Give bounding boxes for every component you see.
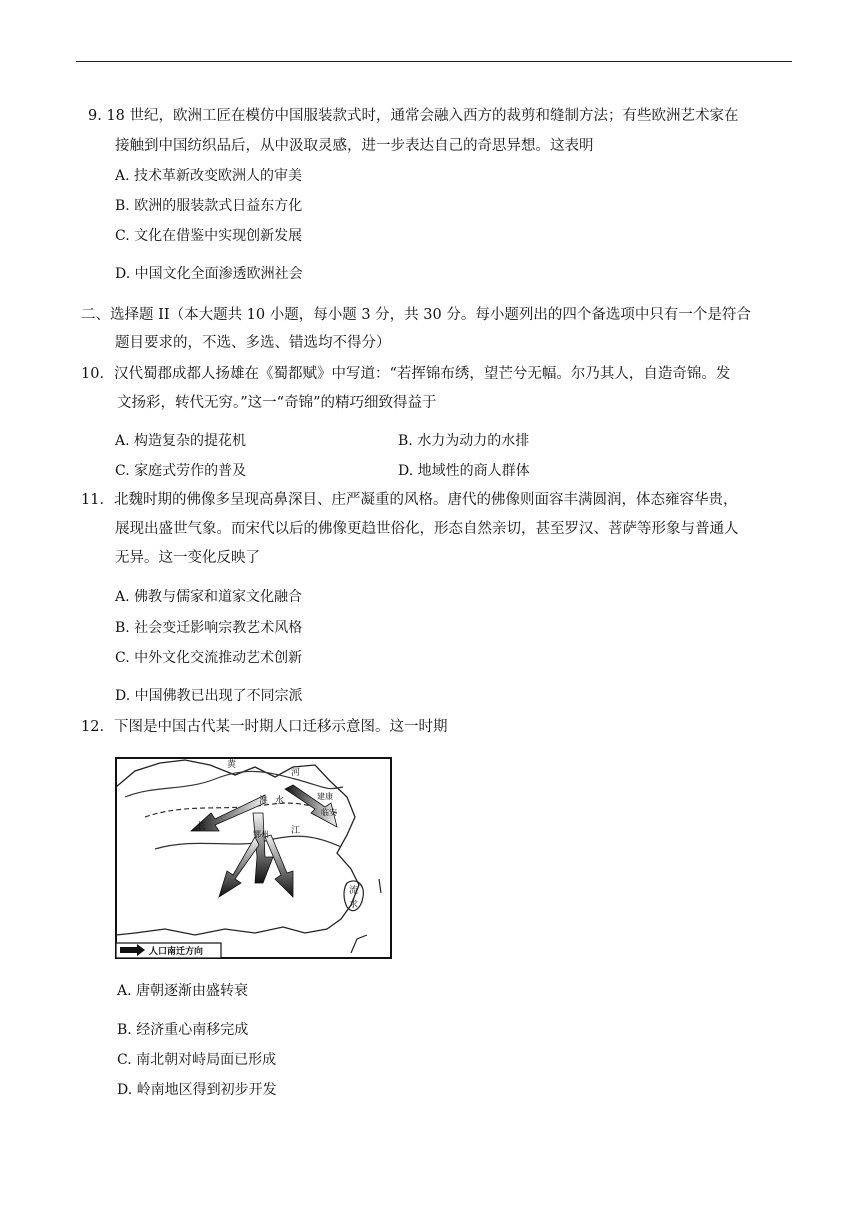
q12-option-a: A. 唐朝逐渐由盛转衰: [117, 983, 249, 999]
q11-stem-line2: 展现出盛世气象。而宋代以后的佛像更趋世俗化，形态自然亲切，甚至罗汉、菩萨等形象与普通人: [115, 521, 739, 537]
map-label-ezhou: 鄂州: [253, 830, 269, 839]
q9-stem-line2: 接触到中国纺织品后，从中汲取灵感，进一步表达自己的奇思异想。这表明: [115, 138, 594, 154]
map-label-chang: 长: [197, 822, 207, 832]
q11-option-d: D. 中国佛教已出现了不同宗派: [115, 688, 303, 704]
section2-heading-line1: 二、选择题 II（本大题共 10 小题，每小题 3 分，共 30 分。每小题列出的四个备选项中只有一个是符合: [81, 307, 751, 323]
map-label-jiankang: 建康: [317, 792, 333, 801]
q10-option-b: B. 水力为动力的水排: [398, 433, 530, 449]
q10-stem-line1: 10．汉代蜀郡成都人扬雄在《蜀都赋》中写道：“若挥锦布绣，望芒兮无幅。尔乃其人，自造奇锦。发: [81, 366, 731, 382]
q12-option-d: D. 岭南地区得到初步开发: [117, 1082, 277, 1098]
q9-option-b: B. 欧洲的服装款式日益东方化: [115, 198, 303, 214]
map-label-linan: 临安: [321, 808, 337, 817]
population-migration-map: [115, 757, 392, 959]
map-label-jiang: 江: [291, 826, 301, 836]
q11-stem-line3: 无异。这一变化反映了: [115, 550, 260, 566]
header-rule: [76, 61, 792, 62]
q9-stem-line1: 9. 18 世纪，欧洲工匠在模仿中国服装款式时，通常会融入西方的裁剪和缝制方法；有些欧洲艺术家在: [88, 108, 739, 124]
q10-option-a: A. 构造复杂的提花机: [115, 433, 247, 449]
q12-option-b: B. 经济重心南移完成: [117, 1022, 249, 1038]
q11-stem-line1: 11．北魏时期的佛像多呈现高鼻深目、庄严凝重的风格。唐代的佛像则面容丰满圆润，体态雍容华贵，: [81, 492, 738, 508]
q11-option-a: A. 佛教与儒家和道家文化融合: [115, 589, 303, 605]
map-label-shui: 水: [275, 796, 285, 806]
section2-heading-line2: 题目要求的，不选、多选、错选均不得分）: [115, 335, 391, 351]
q11-option-b: B. 社会变迁影响宗教艺术风格: [115, 620, 303, 636]
q12-option-c: C. 南北朝对峙局面已形成: [117, 1052, 277, 1068]
map-legend-label: 人口南迁方向: [149, 947, 204, 957]
map-label-huai: 淮: [259, 796, 269, 806]
q11-option-c: C. 中外文化交流推动艺术创新: [115, 650, 303, 666]
q9-option-c: C. 文化在借鉴中实现创新发展: [115, 228, 303, 244]
map-label-qiu: 求: [349, 900, 359, 910]
q12-stem-line1: 12．下图是中国古代某一时期人口迁移示意图。这一时期: [81, 719, 448, 735]
q10-stem-line2: 文扬彩，转代无穷。”这一“奇锦”的精巧细致得益于: [117, 395, 437, 411]
map-frame: [116, 758, 391, 958]
q10-option-d: D. 地域性的商人群体: [398, 463, 530, 479]
map-label-liu: 流: [349, 886, 359, 896]
q10-option-c: C. 家庭式劳作的普及: [115, 463, 247, 479]
map-label-huang: 黄: [227, 760, 237, 770]
q9-option-a: A. 技术革新改变欧洲人的审美: [115, 168, 303, 184]
map-label-he: 河: [291, 768, 301, 778]
q9-option-d: D. 中国文化全面渗透欧洲社会: [115, 266, 303, 282]
